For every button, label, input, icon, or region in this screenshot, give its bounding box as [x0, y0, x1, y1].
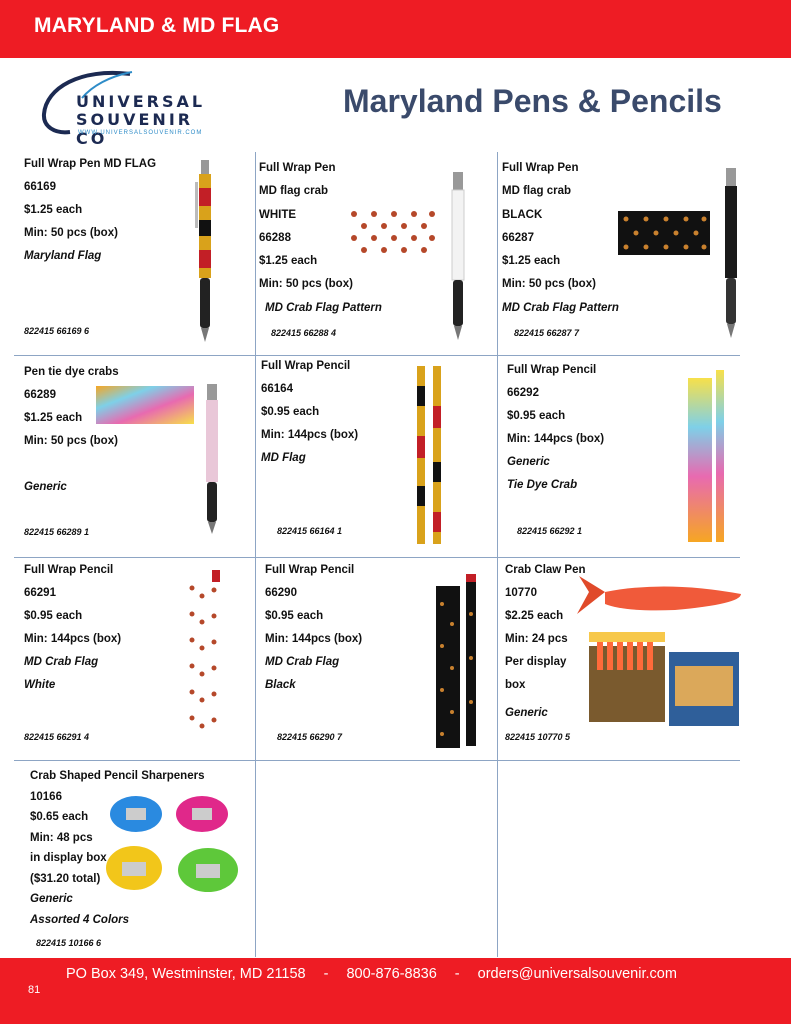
product-design: MD Crab Flag	[24, 656, 99, 668]
product-name: Full Wrap Pen MD FLAG	[24, 158, 157, 170]
crab-pattern-white-swatch	[346, 208, 438, 256]
product-name: Full Wrap Pencil	[507, 364, 597, 376]
product-color: White	[24, 679, 56, 691]
product-sku: 66289	[24, 389, 56, 401]
product-upc: 822415 66288 4	[271, 328, 337, 338]
md-flag-pen-image	[192, 160, 220, 345]
product-design: Generic	[507, 456, 550, 468]
product-name: Full Wrap Pencil	[261, 360, 351, 372]
product-sku: 66292	[507, 387, 539, 399]
product-upc: 822415 66291 4	[24, 732, 90, 742]
product-sku: 66169	[24, 181, 56, 193]
footer-bar	[0, 958, 791, 1024]
crab-sharpeners-image	[102, 792, 242, 896]
tie-dye-pencils-image	[686, 370, 726, 544]
product-min: Min: 24 pcs	[505, 633, 568, 645]
page-number: 81	[28, 984, 41, 996]
universal-souvenir-logo	[40, 68, 230, 148]
crab-pattern-black-swatch	[618, 211, 710, 255]
product-sku: 10166	[30, 791, 62, 803]
product-upc: 822415 66169 6	[24, 326, 90, 336]
product-price: $1.25 each	[502, 255, 561, 267]
crab-claw-pen-image	[575, 570, 747, 734]
product-price: $0.95 each	[24, 610, 83, 622]
crab-black-pen-image	[722, 168, 740, 340]
product-price: $2.25 each	[505, 610, 564, 622]
product-upc: 822415 66292 1	[517, 526, 583, 536]
product-name: Full Wrap Pencil	[265, 564, 355, 576]
grid-divider	[497, 152, 498, 957]
product-name: Pen tie dye crabs	[24, 366, 119, 378]
product-min: Min: 144pcs (box)	[507, 433, 605, 445]
product-min: Min: 50 pcs (box)	[24, 227, 118, 239]
logo-url: WWW.UNIVERSALSOUVENIR.COM	[78, 130, 203, 136]
product-price: $1.25 each	[24, 412, 83, 424]
product-line: MD flag crab	[502, 185, 572, 197]
product-upc: 822415 10166 6	[36, 938, 102, 948]
product-upc: 822415 10770 5	[505, 732, 571, 742]
header-title: MARYLAND & MD FLAG	[34, 14, 280, 37]
product-design: Generic	[24, 481, 67, 493]
product-design-detail: Tie Dye Crab	[507, 479, 578, 491]
product-name: Full Wrap Pencil	[24, 564, 114, 576]
product-packaging: in display box	[30, 852, 107, 864]
logo-line-1: UNIVERSAL	[76, 92, 206, 111]
footer-contact	[66, 966, 677, 982]
product-card	[261, 360, 493, 550]
product-price: $0.95 each	[261, 406, 320, 418]
product-price: $0.65 each	[30, 811, 89, 823]
product-sku: 66288	[259, 232, 291, 244]
product-design: MD Crab Flag Pattern	[502, 302, 619, 314]
header-bar	[0, 0, 791, 58]
product-sku: 10770	[505, 587, 537, 599]
product-design: Generic	[505, 707, 548, 719]
product-sku: 66287	[502, 232, 534, 244]
product-min: Min: 144pcs (box)	[24, 633, 122, 645]
product-name: Crab Shaped Pencil Sharpeners	[30, 770, 205, 782]
product-color: Black	[265, 679, 296, 691]
footer-separator: -	[454, 966, 460, 982]
crab-white-pencils-image	[186, 570, 220, 742]
product-min: Min: 144pcs (box)	[265, 633, 363, 645]
product-packaging: Per display	[505, 656, 567, 668]
logo-line-2: SOUVENIR CO	[76, 110, 194, 148]
page-title: Maryland Pens & Pencils	[343, 83, 722, 119]
product-price: $1.25 each	[24, 204, 83, 216]
product-color: BLACK	[502, 209, 543, 221]
tie-dye-swatch	[96, 386, 194, 424]
product-name: Full Wrap Pen	[259, 162, 336, 174]
product-design: MD Crab Flag	[265, 656, 340, 668]
product-design: MD Flag	[261, 452, 306, 464]
product-name: Crab Claw Pen	[505, 564, 586, 576]
product-min: Min: 50 pcs (box)	[24, 435, 118, 447]
product-min: Min: 50 pcs (box)	[502, 278, 596, 290]
grid-divider	[14, 355, 740, 356]
product-min: Min: 144pcs (box)	[261, 429, 359, 441]
product-price: $0.95 each	[265, 610, 324, 622]
product-line: MD flag crab	[259, 185, 329, 197]
product-min: Min: 50 pcs (box)	[259, 278, 353, 290]
grid-divider	[14, 557, 740, 558]
product-sku: 66291	[24, 587, 56, 599]
product-name: Full Wrap Pen	[502, 162, 579, 174]
product-design: MD Crab Flag Pattern	[265, 302, 382, 314]
footer-separator: -	[323, 966, 329, 982]
product-packaging-2: box	[505, 679, 526, 691]
product-card	[502, 162, 734, 352]
crab-black-pencils-image	[436, 574, 478, 748]
product-upc: 822415 66289 1	[24, 527, 90, 537]
footer-address: PO Box 349, Westminster, MD 21158	[66, 966, 306, 982]
product-upc: 822415 66287 7	[514, 328, 580, 338]
product-colors: Assorted 4 Colors	[30, 914, 130, 926]
product-color: WHITE	[259, 209, 297, 221]
md-flag-pencils-image	[413, 366, 445, 548]
product-price: $1.25 each	[259, 255, 318, 267]
product-sku: 66290	[265, 587, 297, 599]
product-design: Maryland Flag	[24, 250, 102, 262]
footer-email[interactable]: orders@universalsouvenir.com	[477, 966, 677, 982]
product-price: $0.95 each	[507, 410, 566, 422]
product-design: Generic	[30, 893, 73, 905]
product-upc: 822415 66290 7	[277, 732, 343, 742]
grid-divider	[14, 760, 740, 761]
product-total: ($31.20 total)	[30, 873, 101, 885]
crab-white-pen-image	[448, 172, 468, 342]
product-upc: 822415 66164 1	[277, 526, 343, 536]
product-min: Min: 48 pcs	[30, 832, 93, 844]
product-sku: 66164	[261, 383, 293, 395]
footer-phone[interactable]: 800-876-8836	[346, 966, 437, 982]
grid-divider	[255, 152, 256, 957]
tie-dye-pen-image	[203, 384, 221, 536]
